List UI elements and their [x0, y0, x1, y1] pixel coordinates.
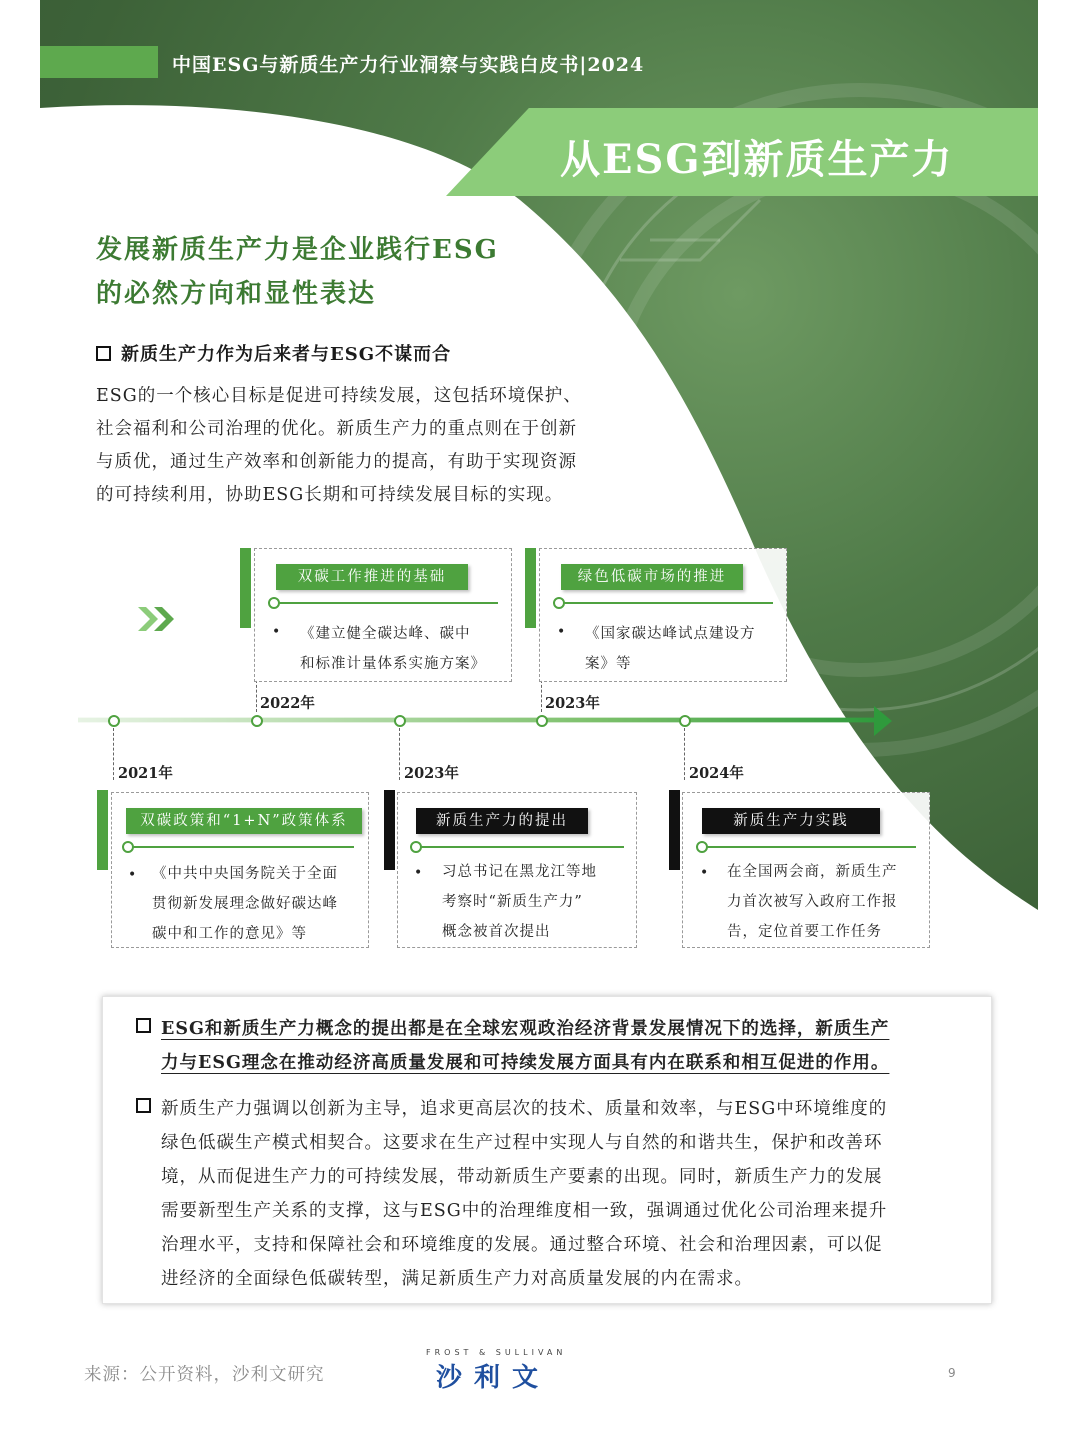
subheading	[96, 340, 451, 366]
summary-point-2	[136, 1092, 976, 1296]
card-text-line: 告，定位首要工作任务	[727, 924, 882, 940]
header-accent	[40, 46, 158, 78]
year-label: 2021年	[118, 765, 173, 782]
card-rule-dot	[410, 841, 422, 853]
card-text-line: 《中共中央国务院关于全面	[152, 866, 338, 882]
timeline-dot	[679, 715, 691, 727]
summary-line	[136, 1092, 976, 1126]
card-text-line: 贯彻新发展理念做好碳达峰	[152, 896, 338, 912]
summary-point-1	[136, 1012, 976, 1080]
year-label: 2023年	[545, 695, 600, 712]
timeline-dot	[394, 715, 406, 727]
card-text-line: 力首次被写入政府工作报	[727, 894, 898, 910]
card-tag: 双碳工作推进的基础	[276, 564, 468, 590]
card-text-line: 案》等	[585, 656, 632, 672]
card-accent	[97, 790, 108, 870]
summary-line: 进经济的全面绿色低碳转型，满足新质生产力对高质量发展的内在需求。	[161, 1269, 753, 1289]
card-text-line: 考察时“新质生产力”	[442, 894, 583, 910]
card-text	[152, 859, 338, 949]
checkbox-square-icon	[136, 1098, 151, 1113]
card-text-line: 《国家碳达峰试点建设方	[585, 626, 756, 642]
logo-english: FROST & SULLIVAN	[426, 1348, 567, 1357]
bullet-icon: •	[557, 624, 566, 640]
timeline-dot	[536, 715, 548, 727]
intro-line: 社会福利和公司治理的优化。新质生产力的重点则在于创新	[96, 419, 577, 439]
card-text-line: 在全国两会商，新质生产	[727, 864, 898, 880]
summary-text: 新质生产力强调以创新为主导，追求更高层次的技术、质量和效率，与ESG中环境维度的	[161, 1099, 888, 1119]
card-accent	[669, 790, 680, 870]
banner-title: 从ESG到新质生产力	[560, 136, 954, 183]
card-accent	[525, 548, 536, 628]
summary-line: 绿色低碳生产模式相契合。这要求在生产过程中实现人与自然的和谐共生，保护和改善环	[161, 1133, 883, 1153]
timeline-arrow-icon	[874, 706, 892, 736]
timeline-connector	[256, 680, 257, 712]
page-number: 9	[948, 1366, 956, 1380]
bullet-icon: •	[414, 865, 423, 881]
timeline-connector	[541, 680, 542, 712]
card-text-line: 《建立健全碳达峰、碳中	[300, 626, 471, 642]
summary-text: ESG和新质生产力概念的提出都是在全球宏观政治经济背景发展情况下的选择，新质生产	[161, 1019, 890, 1039]
card-tag: 绿色低碳市场的推进	[561, 564, 743, 590]
card-text	[442, 857, 597, 947]
card-text-line: 碳中和工作的意见》等	[152, 926, 307, 942]
card-accent	[240, 548, 251, 628]
card-accent	[384, 790, 395, 870]
year-label: 2022年	[260, 695, 315, 712]
double-chevron-icon	[136, 605, 178, 633]
card-text-line: 概念被首次提出	[442, 924, 551, 940]
summary-line: 力与ESG理念在推动经济高质量发展和可持续发展方面具有内在联系和相互促进的作用。	[161, 1053, 890, 1073]
intro-line: 与质优，通过生产效率和创新能力的提高，有助于实现资源	[96, 452, 577, 472]
bullet-icon: •	[128, 867, 137, 883]
summary-line: 境，从而促进生产力的可持续发展，带动新质生产要素的出现。同时，新质生产力的发展	[161, 1167, 883, 1187]
timeline-dot	[251, 715, 263, 727]
card-rule	[278, 602, 498, 604]
year-label: 2024年	[689, 765, 744, 782]
subheading-text: 新质生产力作为后来者与ESG不谋而合	[121, 344, 452, 365]
bullet-icon: •	[700, 865, 709, 881]
card-rule-dot	[268, 597, 280, 609]
card-rule-dot	[553, 597, 565, 609]
summary-line	[136, 1012, 976, 1046]
card-rule	[128, 846, 354, 848]
card-text	[727, 857, 898, 947]
timeline-connector	[399, 728, 400, 780]
section-title-line-2: 的必然方向和显性表达	[96, 279, 377, 309]
timeline-dot	[108, 715, 120, 727]
summary-line: 治理水平，支持和保障社会和环境维度的发展。通过整合环境、社会和治理因素，可以促	[161, 1235, 883, 1255]
section-title	[96, 228, 499, 316]
card-text	[300, 619, 486, 679]
intro-paragraph	[96, 380, 636, 512]
summary-line: 需要新型生产关系的支撑，这与ESG中的治理维度相一致，强调通过优化公司治理来提升	[161, 1201, 888, 1221]
document-title: 中国ESG与新质生产力行业洞察与实践白皮书|2024	[172, 54, 645, 76]
timeline-connector	[684, 728, 685, 780]
card-rule	[418, 846, 624, 848]
bullet-icon: •	[272, 624, 281, 640]
card-rule-dot	[122, 841, 134, 853]
card-text-line: 习总书记在黑龙江等地	[442, 864, 597, 880]
intro-line: ESG的一个核心目标是促进可持续发展，这包括环境保护、	[96, 386, 582, 406]
intro-line: 的可持续利用，协助ESG长期和可持续发展目标的实现。	[96, 485, 564, 505]
card-tag: 新质生产力的提出	[416, 808, 588, 834]
section-title-line-1: 发展新质生产力是企业践行ESG	[96, 235, 499, 265]
logo-chinese: 沙利文	[436, 1363, 551, 1393]
year-label: 2023年	[404, 765, 459, 782]
card-text	[585, 619, 756, 679]
card-tag: 新质生产力实践	[702, 808, 880, 834]
card-rule-dot	[696, 841, 708, 853]
checkbox-square-icon	[96, 346, 111, 361]
card-tag: 双碳政策和“1+N”政策体系	[126, 808, 362, 834]
card-text-line: 和标准计量体系实施方案》	[300, 656, 486, 672]
source-note: 来源：公开资料，沙利文研究	[84, 1365, 325, 1385]
checkbox-square-icon	[136, 1018, 151, 1033]
timeline-connector	[113, 728, 114, 780]
card-rule	[563, 602, 773, 604]
card-rule	[704, 846, 916, 848]
